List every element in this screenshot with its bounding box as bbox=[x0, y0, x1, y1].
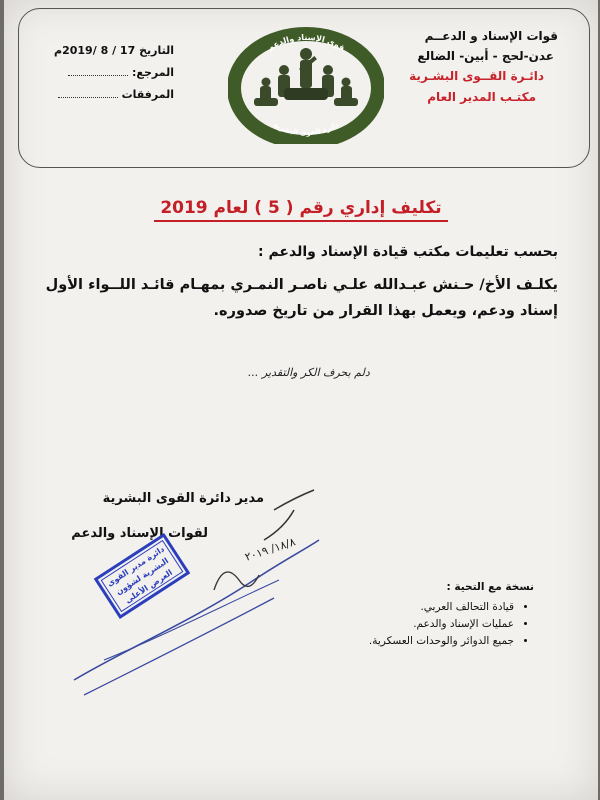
attachments-row bbox=[44, 84, 174, 106]
reference-row bbox=[44, 62, 174, 84]
intro-line: بحسب تعليمات مكتب قيادة الإسناد والدعم : bbox=[257, 244, 558, 260]
attachments-label: المرفقات bbox=[121, 88, 174, 101]
date-row bbox=[44, 40, 174, 62]
handwritten-note: دلم بحرف الكر والتقدير ... bbox=[248, 366, 370, 379]
list-item: • قيادة التحالف العربي. bbox=[304, 601, 514, 613]
list-item: • عمليات الإسناد والدعم. bbox=[304, 618, 514, 630]
assignment-text: يكلـف الأخ/ حـنش عبـدالله علـي ناصـر النمـري بمهـام قائـد اللــواء الأول إسناد ودعم، ويعمل بهذا القرار من تاريخ صدوره. bbox=[45, 277, 558, 319]
document-title-text: تكليف إداري رقم ( 5 ) لعام 2019 bbox=[154, 198, 447, 222]
emblem-logo bbox=[228, 24, 384, 144]
signatory-unit: لقوات الإسناد والدعم bbox=[71, 526, 208, 541]
copies-section bbox=[304, 581, 534, 652]
signature-scribble bbox=[44, 470, 344, 710]
document-page bbox=[4, 0, 598, 800]
reference-block bbox=[44, 40, 174, 106]
logo-bottom-text: دائرة القوى البشرية bbox=[272, 120, 340, 138]
department-name: دائـرة القــوى البشـرية bbox=[409, 69, 544, 83]
list-item: • جميع الدوائر والوحدات العسكرية. bbox=[304, 635, 514, 647]
logo-top-text: قوى الإسناد والدعم bbox=[265, 32, 347, 53]
attachments-blank bbox=[58, 87, 118, 98]
copies-heading: نسخة مع التحية : bbox=[446, 581, 534, 593]
reference-blank bbox=[68, 65, 128, 76]
reference-label: المرجع: bbox=[132, 66, 174, 79]
handwritten-date: ١٨/٨/ ٢٠١٩ bbox=[243, 535, 298, 564]
signatory-title: مدير دائرة القوى البشرية bbox=[102, 491, 264, 506]
org-name: قوات الإسناد و الدعــم bbox=[424, 29, 558, 43]
office-name: مكتـب المدير العام bbox=[427, 90, 536, 104]
document-title bbox=[4, 198, 598, 222]
org-regions: عدن-لحج - أبين- الضالع bbox=[417, 49, 554, 63]
date-value: 17 / 8 /2019م bbox=[54, 44, 136, 57]
date-label: التاريخ bbox=[139, 44, 174, 57]
official-stamp: دائرة مدير القوى البشرية لشؤون العرض الأعلى bbox=[94, 533, 191, 619]
copies-list bbox=[304, 601, 534, 647]
